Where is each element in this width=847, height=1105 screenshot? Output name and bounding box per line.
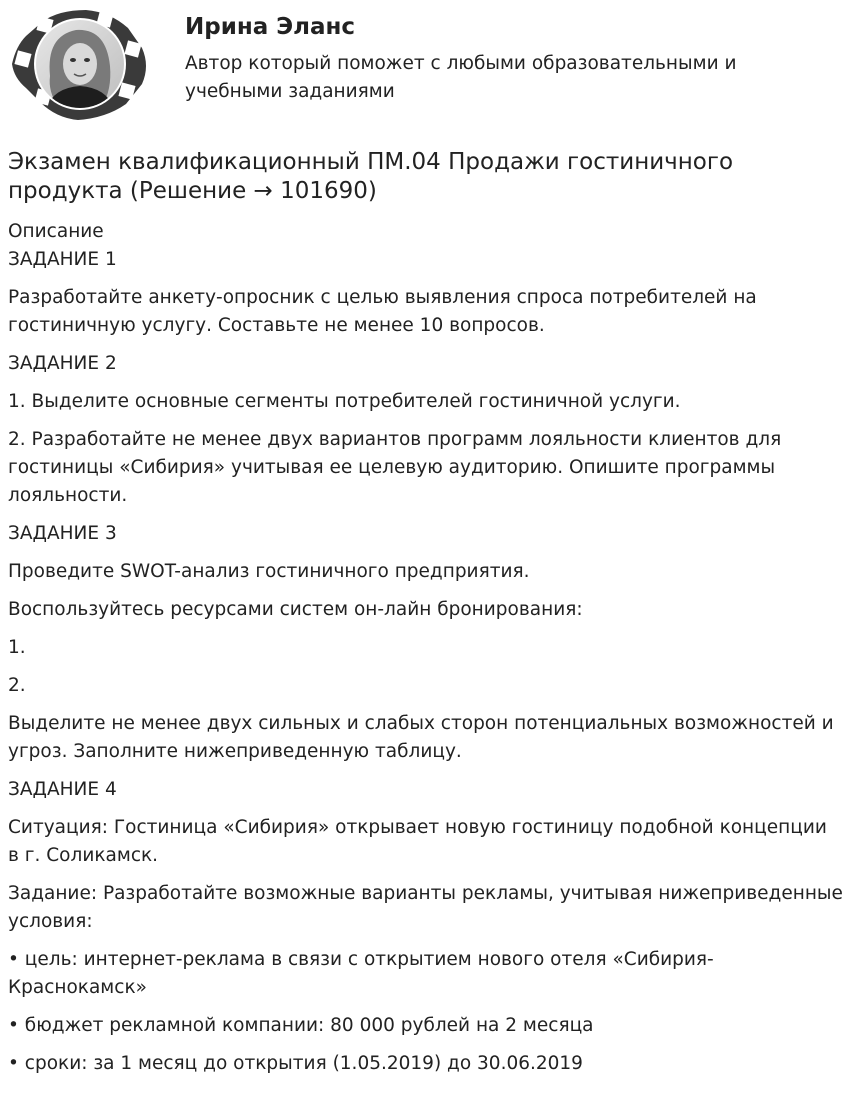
document-title: Экзамен квалификационный ПМ.04 Продажи гостиничного продукта (Решение → 101690) <box>8 149 734 204</box>
paragraph-task-4-condition-budget: • бюджет рекламной компании: 80 000 рублей на 2 месяца <box>8 1015 594 1036</box>
author-name: Ирина Эланс <box>185 14 356 40</box>
author-description: Автор который поможет с любыми образовательными и учебными заданиями <box>185 53 737 102</box>
paragraph-task-3-resources: Воспользуйтесь ресурсами систем он-лайн бронирования: <box>8 599 583 620</box>
document-content <box>8 148 843 1088</box>
paragraph-task-3-heading: ЗАДАНИЕ 3 <box>8 523 117 544</box>
author-avatar <box>6 6 152 126</box>
paragraph-task-3-instructions: Выделите не менее двух сильных и слабых сторон потенциальных возможностей и угроз. Заполните нижеприведенную таблицу. <box>8 713 834 762</box>
paragraph-task-4-heading: ЗАДАНИЕ 4 <box>8 779 117 800</box>
paragraph-task-4-condition-dates: • сроки: за 1 месяц до открытия (1.05.2019) до 30.06.2019 <box>8 1053 583 1074</box>
paragraph-task-2-item-1: 1. Выделите основные сегменты потребителей гостиничной услуги. <box>8 391 681 412</box>
paragraph-task-3-item-1: 1. <box>8 637 26 658</box>
paragraph-task-2-heading: ЗАДАНИЕ 2 <box>8 353 117 374</box>
paragraph-task-4-situation: Ситуация: Гостиница «Сибирия» открывает новую гостиницу подобной концепции в г. Соликамск. <box>8 817 827 866</box>
paragraph-task-1-text: Разработайте анкету-опросник с целью выявления спроса потребителей на гостиничную услугу. Составьте не менее 10 вопросов. <box>8 287 757 336</box>
avatar-frame-graphic <box>6 6 152 126</box>
author-block <box>0 0 847 140</box>
paragraph-task-4-assignment: Задание: Разработайте возможные варианты рекламы, учитывая нижеприведенные условия: <box>8 883 843 932</box>
paragraph-task-4-condition-goal: • цель: интернет-реклама в связи с открытием нового отеля «Сибирия-Краснокамск» <box>8 949 714 998</box>
description-label: Описание <box>8 221 104 242</box>
paragraph-task-2-item-2: 2. Разработайте не менее двух вариантов программ лояльности клиентов для гостиницы «Сибирия» учитывая ее целевую аудиторию. Опишите программы лояльности. <box>8 429 782 506</box>
paragraph-task-3-item-2: 2. <box>8 675 26 696</box>
paragraph-task-1-heading: ЗАДАНИЕ 1 <box>8 249 117 270</box>
paragraph-task-3-text: Проведите SWOT-анализ гостиничного предприятия. <box>8 561 530 582</box>
